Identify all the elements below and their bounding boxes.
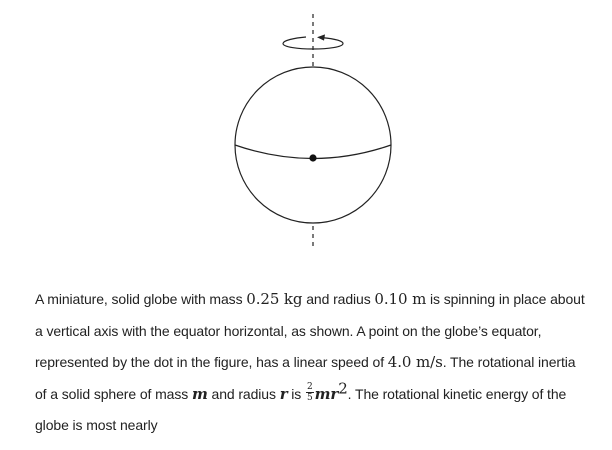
question-text [35,284,595,442]
speed-value: 4.0 m/s [387,353,443,371]
text-segment: and radius [207,385,280,402]
fraction-two-fifths [306,382,314,403]
text-segment: A miniature, solid globe with mass [35,291,247,307]
text-segment: represented by the dot in the figure, has a linear speed of [35,354,388,370]
mass-symbol: m [191,384,208,403]
fraction-numerator: 2 [307,382,313,393]
fraction-denominator: 5 [307,393,313,404]
rotation-arrowhead-icon [317,34,325,40]
inertia-formula: mr [314,384,339,403]
question-line-1 [35,284,595,316]
text-segment: is [287,385,305,402]
globe-outline [235,67,391,223]
text-segment: . The rotational inertia [442,354,576,370]
question-line-5: globe is most nearly [35,417,158,433]
text-segment: is spinning in place about [426,291,585,307]
text-segment: . The rotational kinetic energy of the [347,385,567,402]
radius-value: 0.10 m [374,290,427,308]
formula-exponent: 2 [338,378,348,397]
question-line-2: a vertical axis with the equator horizontal, as shown. A point on the globe’s equator, [35,322,542,339]
question-line-3 [35,347,595,379]
equator-point-dot [309,154,316,161]
text-segment: of a solid sphere of mass [35,385,192,402]
question-line-4 [35,379,595,411]
radius-symbol: r [279,384,288,403]
mass-value: 0.25 kg [246,290,303,308]
text-segment: and radius [302,291,375,307]
